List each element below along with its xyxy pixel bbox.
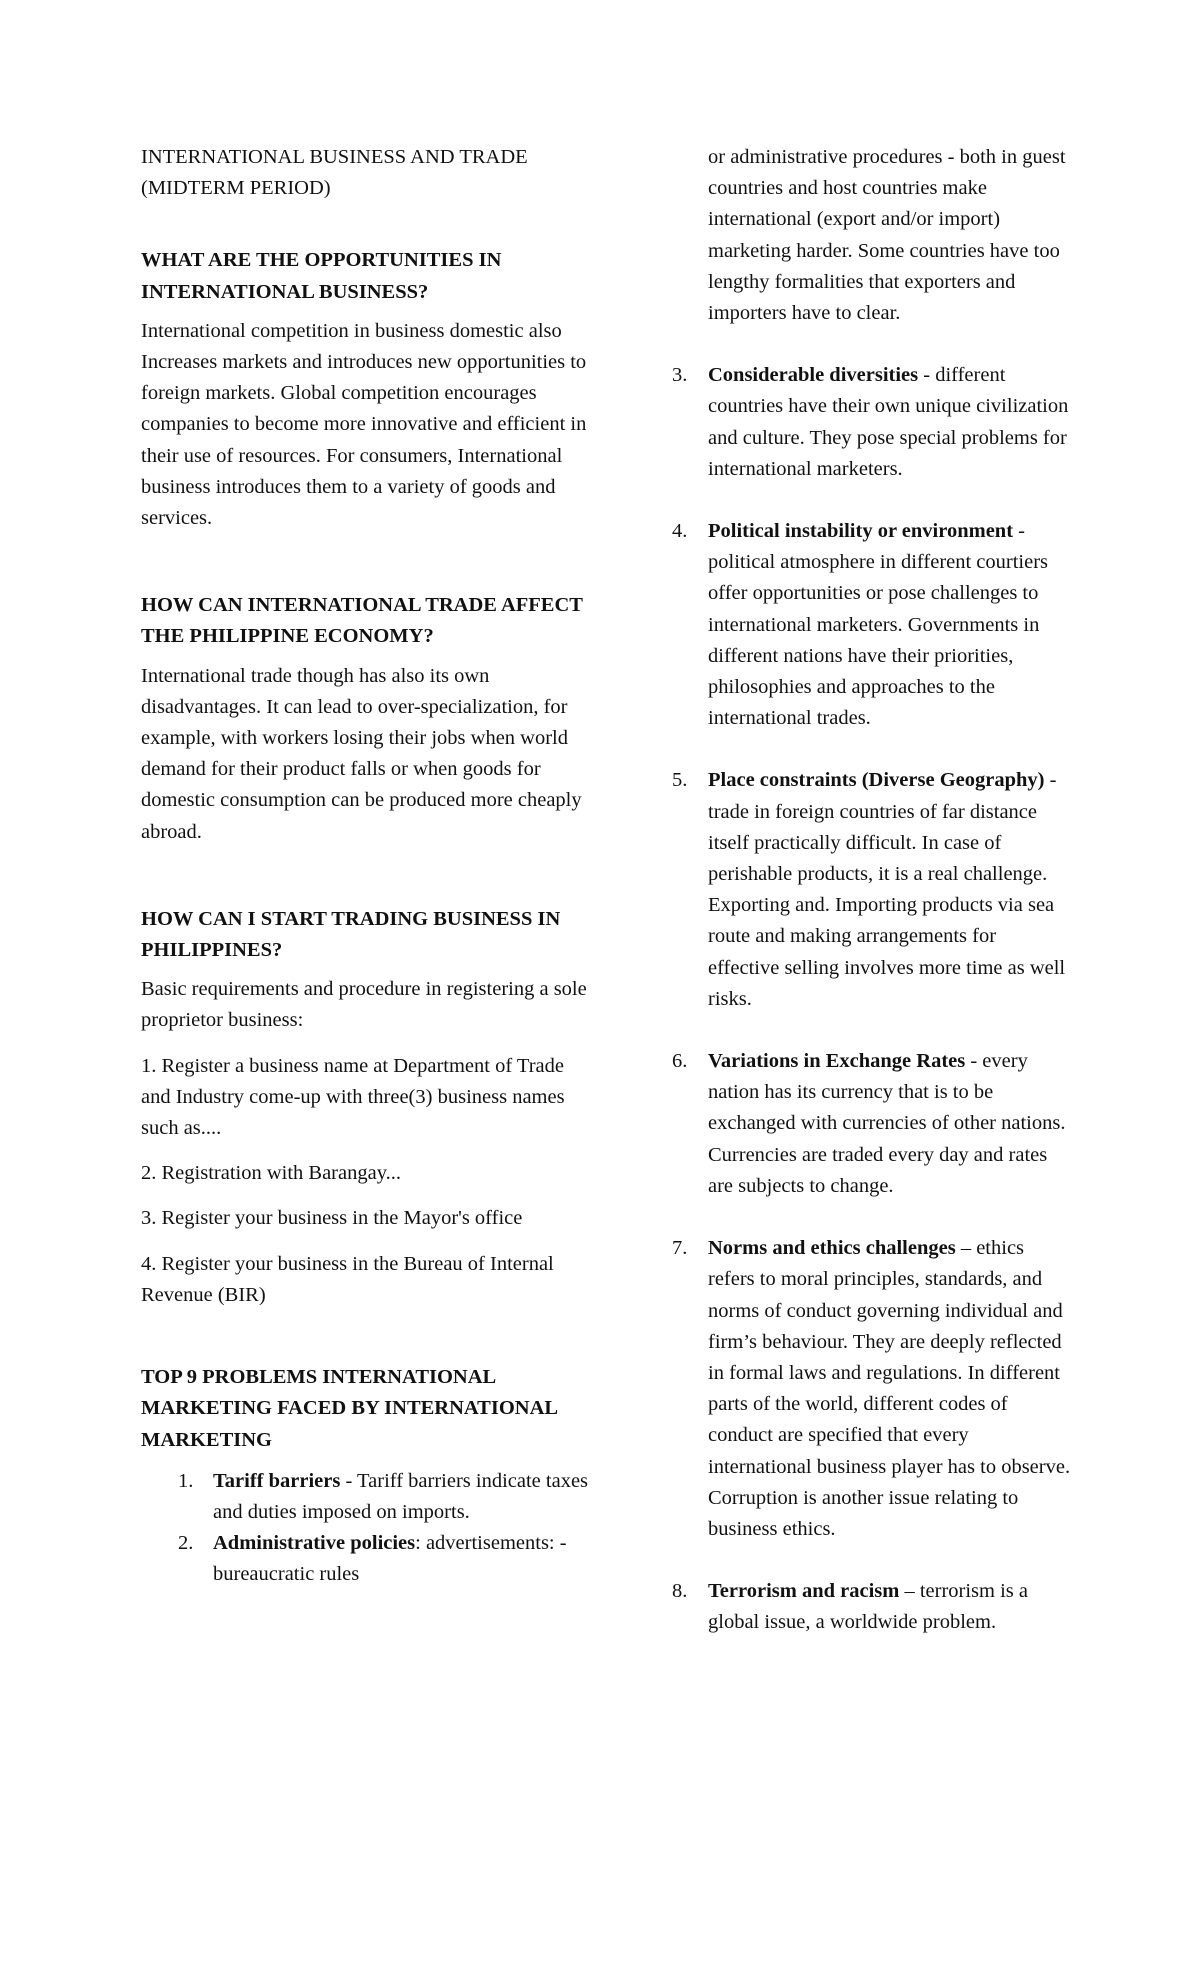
problem-term: Tariff barriers: [213, 1469, 341, 1492]
problems-heading: TOP 9 PROBLEMS INTERNATIONAL MARKETING FACED BY INTERNATIONAL MARKETING: [141, 1366, 557, 1451]
problem-term: Administrative policies: [213, 1532, 416, 1555]
problem-text: - trade in foreign countries of far distance itself practically difficult. In case of perishable products, it is a real challenge. Exporting and. Importing products via sea route and making arrangements for effective selling involves more time as well risks.: [708, 769, 1066, 1010]
problem-number: 6.: [672, 1050, 688, 1073]
problem-item: [672, 1576, 1072, 1638]
problem-term: Terrorism and racism: [708, 1580, 900, 1603]
start-trading-intro: Basic requirements and procedure in registering a sole proprietor business:: [141, 978, 587, 1032]
problem-number: 1.: [178, 1469, 194, 1492]
document-title: INTERNATIONAL BUSINESS AND TRADE (MIDTERM PERIOD): [141, 146, 528, 200]
spacer: [141, 1325, 596, 1362]
problem-text: : advertisements: - bureaucratic rules: [213, 1532, 567, 1586]
spacer: [141, 858, 596, 904]
problem-number: 8.: [672, 1580, 688, 1603]
problem-number: 2.: [178, 1532, 194, 1555]
step-item: 2. Registration with Barangay...: [141, 1162, 401, 1185]
problem-item: [672, 765, 1072, 1015]
problem-item: [672, 360, 1072, 485]
problem-text: - every nation has its currency that is to be exchanged with currencies of other nations. Currencies are traded every day and rates are subjects to change.: [708, 1050, 1066, 1197]
problem-continuation: or administrative procedures - both in guest countries and host countries make international (export and/or import) marketing harder. Some countries have too lengthy formalities that exporters and importers have to clear.: [708, 146, 1066, 325]
problem-number: 7.: [672, 1237, 688, 1260]
problem-term: Norms and ethics challenges: [708, 1237, 956, 1260]
start-trading-heading: HOW CAN I START TRADING BUSINESS IN PHILIPPINES?: [141, 907, 561, 962]
philippine-economy-body: International trade though has also its own disadvantages. It can lead to over-specialization, for example, with workers losing their jobs when world demand for their product falls or when goods for domestic consumption can be produced more cheaply abroad.: [141, 664, 582, 843]
step-item: 4. Register your business in the Bureau of Internal Revenue (BIR): [141, 1252, 554, 1306]
opportunities-body: International competition in business domestic also Increases markets and introduces new opportunities to foreign markets. Global competition encourages companies to become more innovative and efficient in their use of resources. For consumers, International business introduces them to a variety of goods and services.: [141, 319, 587, 530]
problem-item: [141, 1466, 596, 1528]
problem-text: - political atmosphere in different courtiers offer opportunities or pose challenges to international marketers. Governments in different nations have their priorities, philosophies and approaches to the international trades.: [708, 520, 1049, 730]
problem-number: 5.: [672, 769, 688, 792]
problem-number: 3.: [672, 364, 688, 387]
philippine-economy-heading: HOW CAN INTERNATIONAL TRADE AFFECT THE PHILIPPINE ECONOMY?: [141, 594, 583, 648]
problem-term: Variations in Exchange Rates: [708, 1050, 966, 1073]
spacer: [141, 544, 596, 590]
problem-item: [672, 516, 1072, 734]
problems-list-left: [141, 1466, 596, 1591]
problem-term: Political instability or environment: [708, 520, 1014, 543]
problem-term: Considerable diversities: [708, 364, 919, 387]
problem-item: [672, 1046, 1072, 1202]
problem-item: [672, 1233, 1072, 1545]
left-column: [141, 142, 596, 1591]
step-item: 3. Register your business in the Mayor's office: [141, 1207, 523, 1230]
problems-list-right: [672, 360, 1072, 1638]
problem-text: – terrorism is a global issue, a worldwide problem.: [708, 1580, 1028, 1634]
problem-term: Place constraints (Diverse Geography): [708, 769, 1045, 792]
step-item: 1. Register a business name at Department of Trade and Industry come-up with three(3) business names such as....: [141, 1054, 565, 1140]
opportunities-heading: WHAT ARE THE OPPORTUNITIES IN INTERNATIONAL BUSINESS?: [141, 249, 502, 303]
problem-text: - different countries have their own unique civilization and culture. They pose special problems for international marketers.: [708, 364, 1069, 480]
problem-text: – ethics refers to moral principles, standards, and norms of conduct governing individual and firm’s behaviour. They are deeply reflected in formal laws and regulations. In different parts of the world, different codes of conduct are specified that every international business player has to observe. Corruption is another issue relating to business ethics.: [708, 1237, 1071, 1540]
problem-number: 4.: [672, 520, 688, 543]
right-column: [672, 142, 1072, 1670]
problem-item: [141, 1528, 596, 1590]
problem-text: - Tariff barriers indicate taxes and duties imposed on imports.: [213, 1469, 589, 1523]
